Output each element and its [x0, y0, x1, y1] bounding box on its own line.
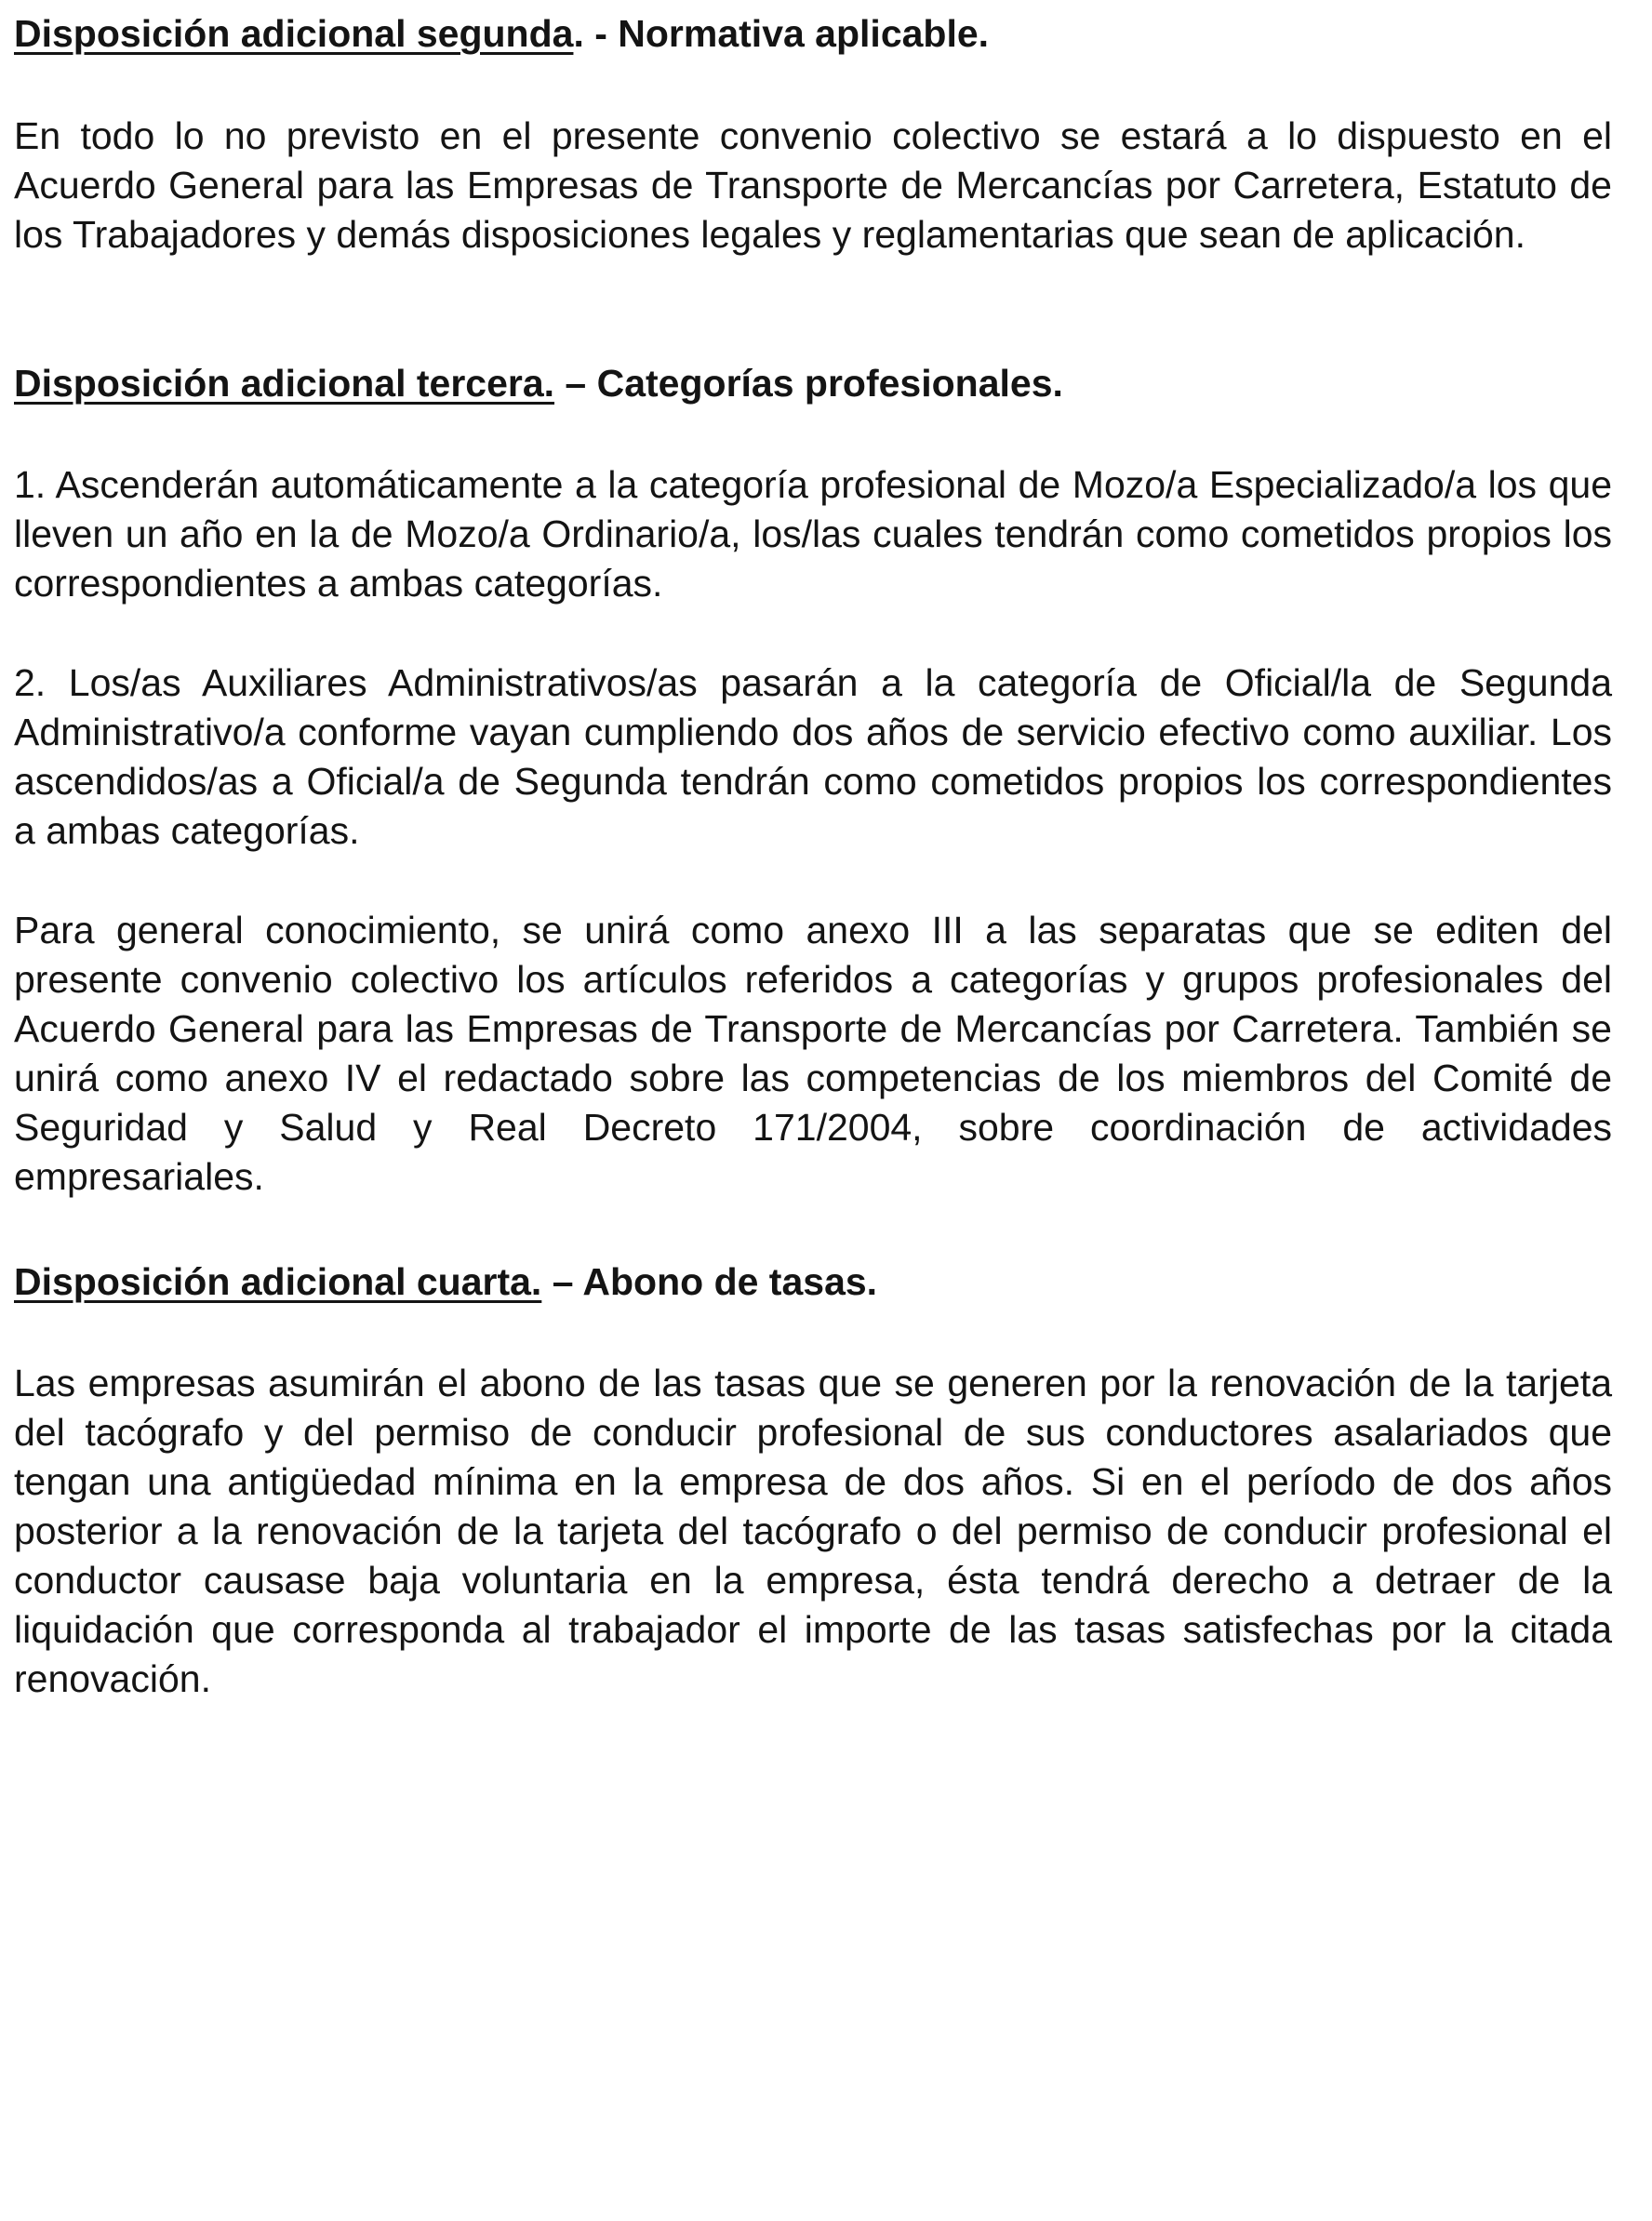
paragraph-mozos: 1. Ascenderán automáticamente a la categoría profesional de Mozo/a Especializado/a los que lleven un año en la de Mozo/a Ordinario/a, los/las cuales tendrán como cometidos propios los correspondientes a ambas categorías.	[14, 463, 1612, 605]
paragraph-normativa: En todo lo no previsto en el presente convenio colectivo se estará a lo dispuesto en el Acuerdo General para las Empresas de Transporte de Mercancías por Carretera, Estatuto de los Trabajadores y demás disposiciones legales y reglamentarias que sean de aplicación.	[14, 114, 1612, 256]
paragraph-tasas: Las empresas asumirán el abono de las tasas que se generen por la renovación de la tarjeta del tacógrafo y del permiso de conducir profesional de sus conductores asalariados que tengan una antigüedad mínima en la empresa de dos años. Si en el período de dos años posterior a la renovación de la tarjeta del tacógrafo o del permiso de conducir profesional el conductor causase baja voluntaria en la empresa, ésta tendrá derecho a detraer de la liquidación que corresponda al trabajador el importe de las tasas satisfechas por la citada renovación.	[14, 1362, 1612, 1700]
heading-title-segunda: Disposición adicional segunda	[14, 12, 574, 55]
paragraph-auxiliares: 2. Los/as Auxiliares Administrativos/as pasarán a la categoría de Oficial/la de Segunda Administrativo/a conforme vayan cumpliendo dos años de servicio efectivo como auxiliar. Los ascendidos/as a Oficial/a de Segunda tendrán como cometidos propios los correspondientes a ambas categorías.	[14, 661, 1612, 852]
section-heading-segunda	[14, 9, 989, 58]
section-heading-cuarta	[14, 1257, 877, 1306]
heading-subtitle-tercera: – Categorías profesionales.	[554, 362, 1063, 405]
heading-title-tercera: Disposición adicional tercera.	[14, 362, 555, 405]
heading-subtitle-segunda: . - Normativa aplicable.	[573, 12, 990, 55]
heading-subtitle-cuarta: – Abono de tasas.	[541, 1260, 878, 1303]
heading-title-cuarta: Disposición adicional cuarta.	[14, 1260, 542, 1303]
paragraph-anexos: Para general conocimiento, se unirá como anexo III a las separatas que se editen del presente convenio colectivo los artículos referidos a categorías y grupos profesionales del Acuerdo General para las Empresas de Transporte de Mercancías por Carretera. También se unirá como anexo IV el redactado sobre las competencias de los miembros del Comité de Seguridad y Salud y Real Decreto 171/2004, sobre coordinación de actividades empresariales.	[14, 909, 1612, 1198]
section-heading-tercera	[14, 359, 1063, 407]
